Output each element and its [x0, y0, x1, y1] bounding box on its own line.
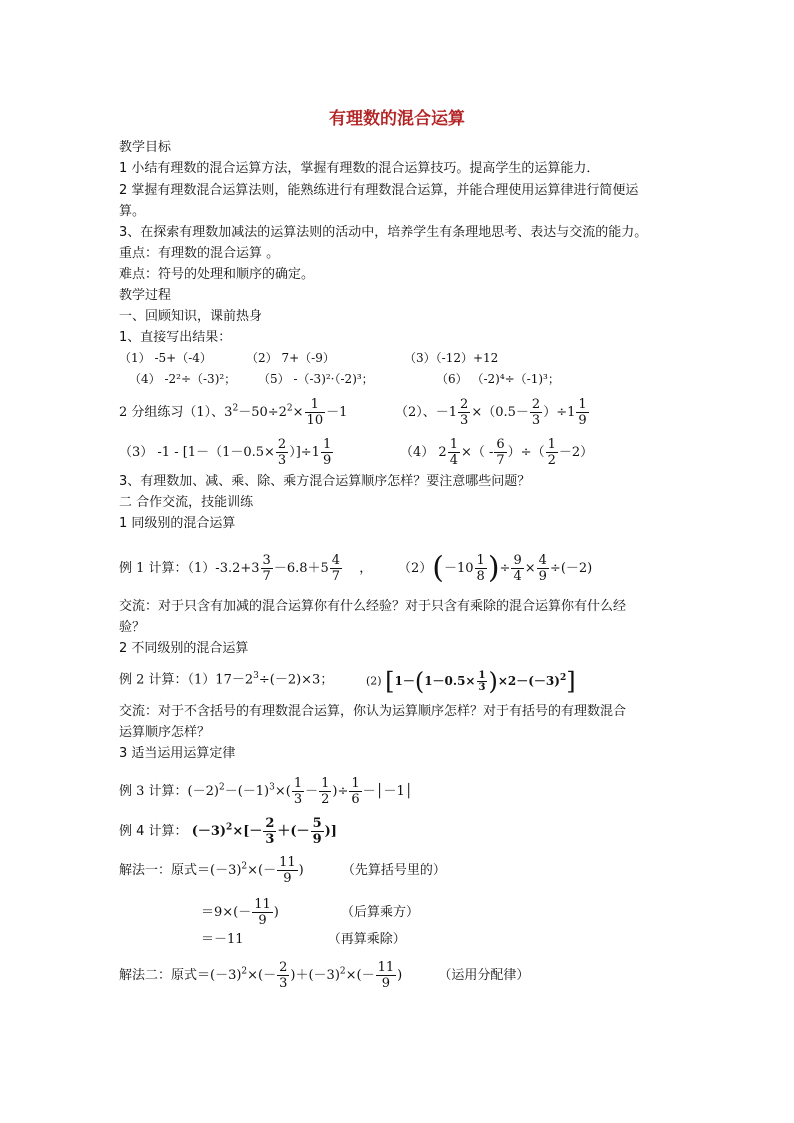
numerator: 2	[279, 960, 288, 975]
denominator: 9	[322, 453, 332, 468]
objective-2: 2 掌握有理数混合运算法则，能熟练进行有理数混合运算，并能合理使用运算律进行简便运	[119, 183, 639, 198]
denominator: 9	[312, 832, 322, 847]
gp2-frac-b	[530, 397, 542, 428]
gp3-prefix: （3） -1 - [1－（1－0.5×	[119, 445, 275, 460]
sol1-l2: ＝9×(－	[201, 905, 252, 920]
sol1-note: （先算括号里的）	[341, 863, 446, 878]
gp2-mid: ×（0.5－	[471, 405, 529, 420]
denominator: 3	[279, 976, 288, 991]
sol2-close: )	[397, 968, 403, 983]
solution-1-line-3	[201, 930, 406, 950]
discussion-2: 交流：对于不含括号的有理数混合运算，你认为运算顺序怎样？对于有括号的有理数混合	[119, 704, 627, 719]
bracket-open-icon: [	[385, 667, 395, 695]
ex3-minus: －	[305, 784, 319, 799]
order-question: 3、有理数加、减、乘、除、乘方混合运算顺序怎样？要注意哪些问题？	[119, 474, 531, 489]
sol2-label: 解法二：原式＝(－3)	[119, 968, 242, 983]
ex3-frac-c	[349, 776, 361, 807]
denominator: 4	[513, 569, 522, 584]
sol1-sup: 2	[241, 861, 248, 872]
numerator: 9	[513, 553, 522, 568]
gp1-sup2: 2	[286, 403, 293, 414]
denominator: 8	[476, 569, 485, 584]
numerator: 3	[262, 553, 271, 568]
solution-2	[119, 960, 529, 991]
denominator: 3	[293, 792, 303, 807]
section-2-1: 1 同级别的混合运算	[119, 516, 236, 531]
paren-open-icon: (	[414, 667, 425, 695]
ex4-frac-a	[263, 816, 276, 847]
gp4-end: －2）	[558, 445, 594, 460]
group-practice-1	[119, 397, 347, 428]
example-1-part-2	[398, 550, 593, 586]
denominator: 3	[265, 832, 275, 847]
numerator: 1	[293, 776, 303, 791]
gp1-prefix: 2 分组练习（1）、3	[119, 405, 233, 420]
numerator: 4	[538, 553, 547, 568]
numerator: 6	[496, 437, 505, 452]
ex2-mid: ÷(－2)×3；	[258, 672, 334, 688]
ex4-expr: (－3)	[191, 824, 227, 839]
ex1-neg: －10	[444, 561, 474, 576]
ex2-frac	[477, 670, 488, 693]
denominator: 3	[531, 413, 541, 428]
denominator: 9	[381, 976, 391, 991]
warmup-q5: （5） -（-3)²·（-2)³；	[258, 372, 374, 386]
sol2-frac-b	[376, 960, 397, 991]
group-practice-2	[395, 397, 590, 428]
warmup-q4: （4） -2²÷（-3)²；	[129, 372, 237, 386]
warmup-q3: （3）（-12）+12	[404, 351, 499, 365]
ex4-frac-b	[311, 816, 324, 847]
ex1-frac-b	[330, 553, 342, 584]
section-1-1: 1、直接写出结果：	[119, 330, 232, 345]
ex4-end: )]	[324, 824, 337, 839]
ex4-sup: 2	[226, 822, 233, 833]
ex2-b1: 1－	[394, 673, 415, 688]
ex1-times: ×	[524, 561, 536, 576]
ex2-b4: 2－(－3)	[507, 673, 560, 688]
ex2-b3: ×	[497, 673, 508, 688]
ex1-end: ÷(－2)	[549, 561, 593, 576]
section-1-heading: 一、回顾知识，课前热身	[119, 309, 263, 324]
ex1-frac-e	[537, 553, 549, 584]
gp2-frac-a	[458, 397, 470, 428]
gp1-fraction	[305, 397, 326, 428]
section-2-3: 3 适当运用运算定律	[119, 746, 236, 761]
ex2-sup2: 2	[559, 672, 567, 683]
ex1-label: 例 1 计算：（1）-3.2+3	[119, 561, 260, 576]
ex4-mid: ×[－	[232, 824, 263, 839]
ex1-frac-a	[261, 553, 273, 584]
ex3-sup2: 3	[269, 782, 275, 793]
sol2-sup2: 2	[339, 966, 346, 977]
denominator: 2	[321, 792, 330, 807]
warmup-q6: （6） （-2)⁴÷（-1)³；	[436, 372, 560, 386]
objective-1: 1 小结有理数的混合运算方法，掌握有理数的混合运算技巧。提高学生的运算能力．	[119, 161, 600, 176]
key-point: 重点：有理数的混合运算 。	[119, 246, 280, 261]
numerator: 1	[547, 437, 556, 452]
denominator: 10	[306, 413, 324, 428]
gp4-mid2: ）÷（	[507, 445, 545, 460]
difficulty: 难点：符号的处理和顺序的确定。	[119, 267, 315, 282]
section-2-heading: 二 合作交流，技能训练	[119, 495, 254, 510]
sol2-sup: 2	[241, 966, 248, 977]
discussion-1-cont: 验？	[119, 620, 146, 635]
gp3-mid: ）]÷1	[289, 445, 320, 460]
sol2-note: （运用分配律）	[438, 968, 530, 983]
sol1-l2-close: )	[273, 905, 279, 920]
sol1-mid: ×(－	[247, 863, 277, 878]
numerator: 11	[254, 897, 271, 912]
gp4-frac-c	[546, 437, 558, 468]
group-practice-4	[400, 437, 593, 468]
bracket-close-icon: ]	[566, 667, 576, 695]
numerator: 1	[322, 437, 332, 452]
denominator: 7	[331, 569, 341, 584]
ex2-p2: (2)	[366, 674, 382, 688]
discussion-2-cont: 运算顺序怎样？	[119, 725, 211, 740]
ex2-expression	[385, 667, 576, 695]
ex3-sup: 2	[218, 782, 225, 793]
denominator: 7	[496, 453, 505, 468]
gp4-mid: ×（ -	[460, 445, 494, 460]
denominator: 9	[258, 913, 267, 928]
ex3-frac-b	[319, 776, 331, 807]
sol2-mid: ×(－	[247, 968, 277, 983]
gp2-frac-c	[576, 397, 588, 428]
objective-3: 3、在探索有理数加减法的运算法则的活动中，培养学生有条理地思考、表达与交流的能力。	[119, 225, 648, 240]
numerator: 2	[531, 397, 541, 412]
denominator: 3	[460, 413, 469, 428]
ex3-end: －│－1│	[362, 784, 413, 799]
denominator: 2	[547, 453, 556, 468]
paren-close-icon: )	[487, 550, 500, 586]
sol1-label: 解法一：原式＝(－3)	[119, 863, 242, 878]
section-2-2: 2 不同级别的混合运算	[119, 641, 249, 656]
sol1-frac	[277, 855, 298, 886]
ex3-frac-a	[292, 776, 304, 807]
ex3-div: )÷	[332, 784, 349, 799]
numerator: 2	[265, 816, 275, 831]
warmup-q2: （2） 7+（-9）	[246, 351, 335, 365]
numerator: 5	[312, 816, 322, 831]
gp1-end: －1	[326, 405, 348, 420]
numerator: 1	[578, 397, 587, 412]
gp2-end: ）÷1	[543, 405, 576, 420]
example-1	[119, 553, 372, 584]
sol1-l3-note: （再算乘除）	[327, 932, 406, 947]
sol1-l2-note: （后算乘方）	[341, 905, 420, 920]
ex4-expression	[191, 816, 337, 847]
objectives-heading: 教学目标	[119, 140, 172, 155]
sol1-l3: ＝－11	[201, 932, 244, 947]
denominator: 3	[478, 681, 486, 693]
denominator: 6	[351, 792, 360, 807]
solution-1-line-1	[119, 855, 446, 886]
ex1-frac-c	[475, 553, 487, 584]
solution-1-line-2	[201, 897, 419, 928]
numerator: 2	[460, 397, 469, 412]
gp1-mid: －50÷2	[238, 405, 287, 420]
sol2-plus: )＋(－3)	[290, 968, 340, 983]
warmup-q1: （1） -5+（-4）	[119, 351, 212, 365]
ex2-b2: 1－0.5×	[424, 673, 476, 688]
gp3-frac-b	[321, 437, 333, 468]
ex4-plus: ＋(－	[277, 824, 310, 839]
numerator: 1	[305, 397, 326, 413]
objective-2-cont: 算。	[119, 204, 146, 219]
example-2-part-2	[366, 666, 576, 696]
denominator: 9	[283, 871, 292, 886]
gp4-prefix: （4） 2	[400, 445, 447, 460]
numerator: 11	[377, 960, 395, 975]
ex1-div: ÷	[499, 561, 511, 576]
gp1-sup: 2	[232, 403, 239, 414]
ex1-mid: －6.8＋5	[273, 561, 329, 576]
ex4-label: 例 4 计算：	[119, 824, 188, 839]
example-3	[119, 776, 413, 807]
discussion-1: 交流：对于只含有加减的混合运算你有什么经验？对于只含有乘除的混合运算你有什么经	[119, 599, 627, 614]
numerator: 11	[279, 855, 296, 870]
ex1-p2: （2）	[398, 561, 433, 576]
page-title: 有理数的混合运算	[329, 109, 465, 129]
sol2-mid2: ×(－	[345, 968, 375, 983]
ex3-label: 例 3 计算：(－2)	[119, 784, 219, 799]
example-4	[119, 816, 337, 847]
numerator: 1	[449, 437, 458, 452]
gp2-prefix: （2）、－1	[395, 405, 458, 420]
gp1-x: ×	[292, 405, 304, 420]
denominator: 9	[538, 569, 547, 584]
example-2	[119, 666, 333, 690]
paren-close-icon: )	[488, 667, 498, 695]
ex1-frac-d	[511, 553, 523, 584]
ex3-mid: －(－1)	[224, 784, 270, 799]
numerator: 1	[478, 669, 486, 681]
numerator: 1	[321, 776, 330, 791]
paren-open-icon: (	[432, 550, 444, 586]
gp3-frac-a	[276, 437, 288, 468]
ex3-x: ×(	[274, 784, 291, 799]
denominator: 3	[277, 453, 287, 468]
ex2-label: 例 2 计算：（1）17－2	[119, 672, 254, 688]
ex2-sup: 3	[253, 671, 259, 681]
ex1-sep: ，	[359, 561, 373, 576]
numerator: 1	[476, 553, 485, 568]
sol1-close: )	[298, 863, 304, 878]
denominator: 4	[449, 453, 458, 468]
gp4-frac-b	[494, 437, 506, 468]
denominator: 7	[262, 569, 271, 584]
numerator: 2	[277, 437, 287, 452]
sol1-l2-frac	[252, 897, 273, 928]
process-heading: 教学过程	[119, 288, 172, 303]
denominator: 9	[578, 413, 587, 428]
gp4-frac-a	[448, 437, 460, 468]
numerator: 1	[351, 776, 360, 791]
group-practice-3	[119, 437, 334, 468]
numerator: 4	[331, 553, 341, 568]
sol2-frac-a	[277, 960, 289, 991]
